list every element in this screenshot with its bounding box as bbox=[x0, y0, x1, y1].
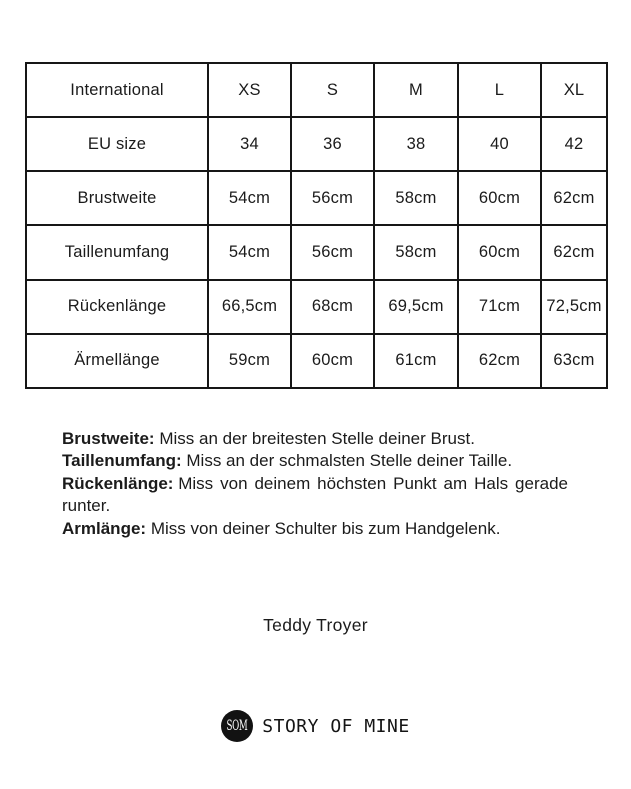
brand-monogram-icon bbox=[221, 710, 253, 742]
table-cell: 62cm bbox=[458, 334, 541, 388]
header-cell-s: S bbox=[291, 63, 374, 117]
instruction-text: Miss von deiner Schulter bis zum Handgelenk. bbox=[150, 518, 501, 538]
table-cell: 58cm bbox=[374, 225, 458, 279]
table-cell: 56cm bbox=[291, 225, 374, 279]
table-cell: 54cm bbox=[208, 225, 291, 279]
instruction-brustweite bbox=[62, 428, 568, 450]
instruction-armlaenge bbox=[62, 518, 568, 540]
table-cell: 69,5cm bbox=[374, 280, 458, 334]
table-cell: 58cm bbox=[374, 171, 458, 225]
header-cell-international: International bbox=[26, 63, 208, 117]
row-label: Taillenumfang bbox=[26, 225, 208, 279]
product-name: Teddy Troyer bbox=[263, 615, 368, 635]
measurement-instructions bbox=[62, 428, 568, 540]
header-cell-xs: XS bbox=[208, 63, 291, 117]
table-cell: 60cm bbox=[291, 334, 374, 388]
table-cell: 54cm bbox=[208, 171, 291, 225]
size-chart-table bbox=[25, 62, 608, 389]
table-row-brustweite bbox=[26, 171, 607, 225]
table-cell: 38 bbox=[374, 117, 458, 171]
table-cell: 61cm bbox=[374, 334, 458, 388]
table-cell: 71cm bbox=[458, 280, 541, 334]
table-row-eu-size bbox=[26, 117, 607, 171]
table-cell: 34 bbox=[208, 117, 291, 171]
row-label: Rückenlänge bbox=[26, 280, 208, 334]
row-label: Ärmellänge bbox=[26, 334, 208, 388]
row-label: EU size bbox=[26, 117, 208, 171]
brand-monogram-letters: SOM bbox=[226, 718, 248, 734]
header-cell-xl: XL bbox=[541, 63, 607, 117]
instruction-taillenumfang bbox=[62, 450, 568, 472]
instruction-text: Miss an der schmalsten Stelle deiner Taille. bbox=[186, 451, 513, 471]
instruction-rueckenlaenge bbox=[62, 473, 568, 518]
instruction-text: Miss von deinem höchsten Punkt am Hals gerade runter. bbox=[62, 473, 568, 516]
table-cell: 59cm bbox=[208, 334, 291, 388]
brand-name: STORY OF MINE bbox=[262, 715, 410, 737]
row-label: Brustweite bbox=[26, 171, 208, 225]
table-cell: 40 bbox=[458, 117, 541, 171]
table-cell: 62cm bbox=[541, 171, 607, 225]
instruction-term: Armlänge: bbox=[62, 518, 147, 538]
table-cell: 60cm bbox=[458, 225, 541, 279]
brand-logo bbox=[0, 710, 631, 742]
table-cell: 36 bbox=[291, 117, 374, 171]
table-cell: 68cm bbox=[291, 280, 374, 334]
table-header-row bbox=[26, 63, 607, 117]
header-cell-l: L bbox=[458, 63, 541, 117]
instruction-term: Brustweite: bbox=[62, 429, 155, 448]
table-cell: 60cm bbox=[458, 171, 541, 225]
table-cell: 62cm bbox=[541, 225, 607, 279]
header-cell-m: M bbox=[374, 63, 458, 117]
table-cell: 66,5cm bbox=[208, 280, 291, 334]
table-row-rueckenlaenge bbox=[26, 280, 607, 334]
table-row-aermellaenge bbox=[26, 334, 607, 388]
table-cell: 42 bbox=[541, 117, 607, 171]
table-cell: 56cm bbox=[291, 171, 374, 225]
table-cell: 72,5cm bbox=[541, 280, 607, 334]
instruction-term: Taillenumfang: bbox=[62, 451, 182, 471]
table-row-taillenumfang bbox=[26, 225, 607, 279]
table-cell: 63cm bbox=[541, 334, 607, 388]
instruction-text: Miss an der breitesten Stelle deiner Brust. bbox=[159, 429, 475, 448]
instruction-term: Rückenlänge: bbox=[62, 473, 174, 493]
